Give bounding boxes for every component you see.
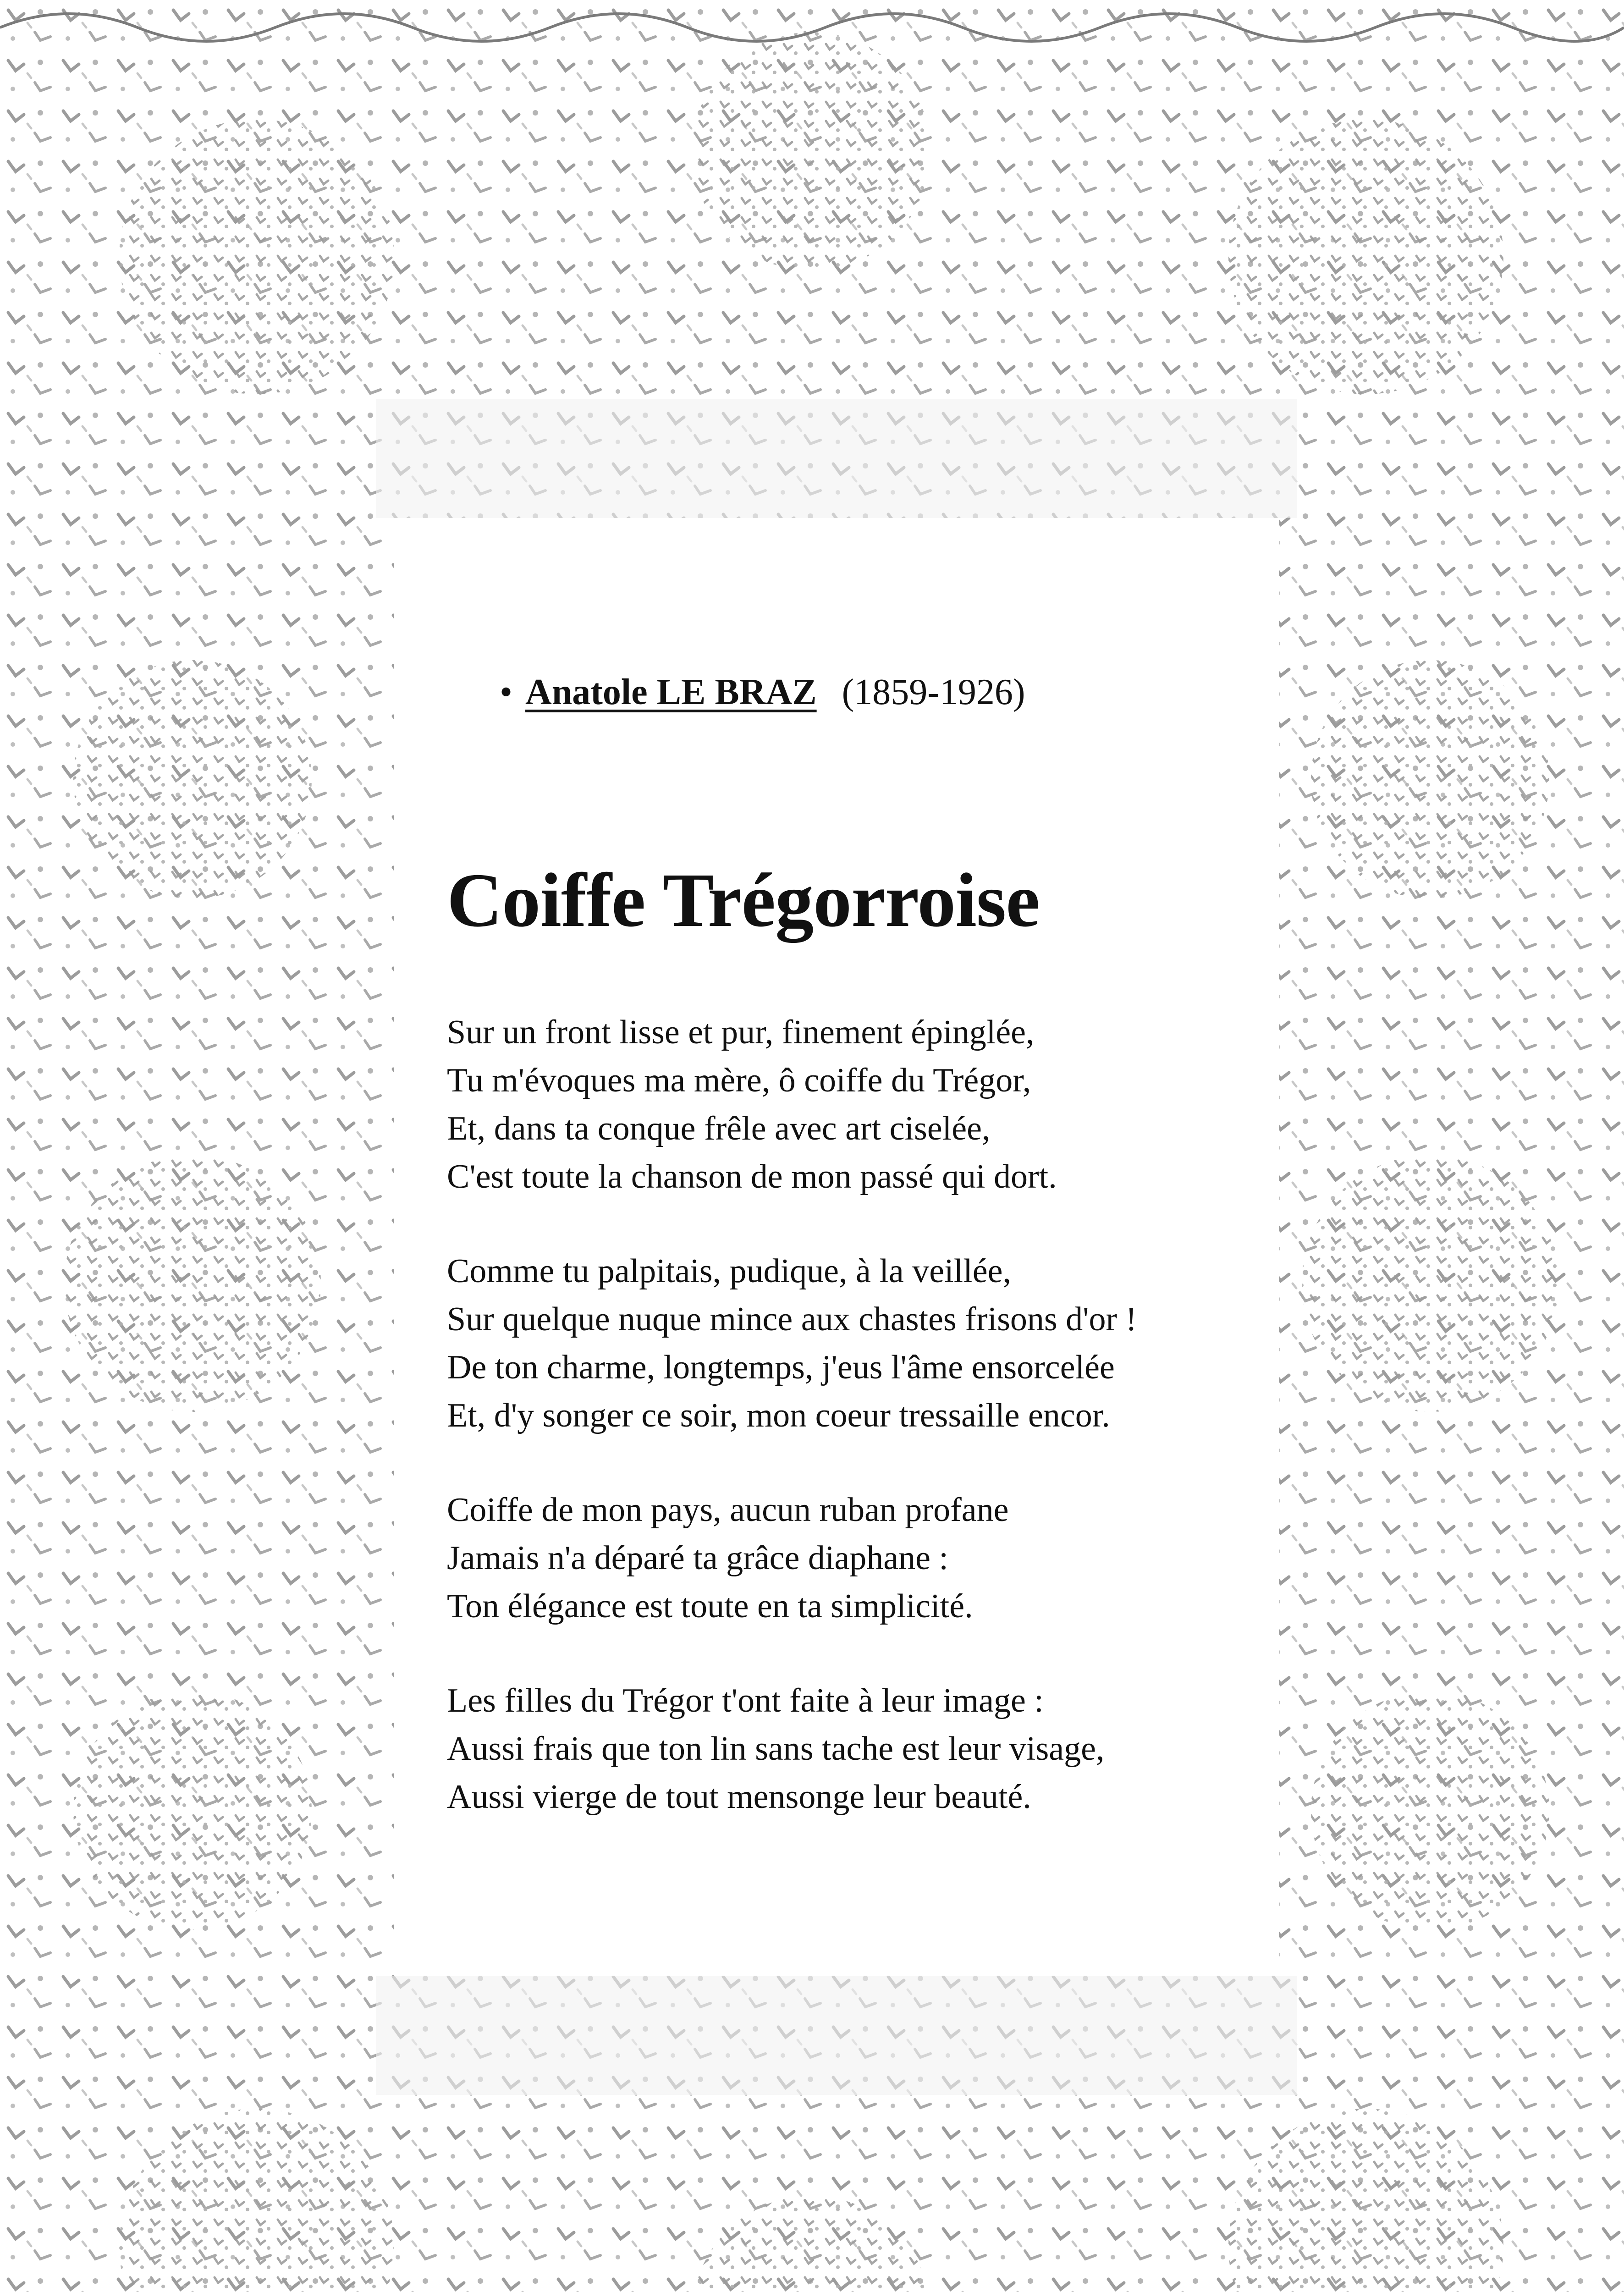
poem-title: Coiffe Trégorroise (447, 858, 1040, 943)
verse: Aussi vierge de tout mensonge leur beauté. (447, 1778, 1031, 1816)
verse: Jamais n'a déparé ta grâce diaphane : (447, 1539, 948, 1577)
stanza-2 (447, 1247, 1272, 1440)
author-dates: (1859-1926) (842, 672, 1025, 712)
verse: C'est toute la chanson de mon passé qui dort. (447, 1158, 1057, 1196)
author-line (500, 674, 1025, 711)
verse: Et, d'y songer ce soir, mon coeur tressaille encor. (447, 1397, 1110, 1434)
verse: De ton charme, longtemps, j'eus l'âme ensorcelée (447, 1349, 1115, 1386)
verse: Coiffe de mon pays, aucun ruban profane (447, 1491, 1009, 1529)
stanza-1 (447, 1008, 1272, 1201)
stanza-3 (447, 1486, 1272, 1631)
verse: Comme tu palpitais, pudique, à la veillée, (447, 1252, 1011, 1290)
poem-body (447, 1008, 1272, 1868)
verse: Sur un front lisse et pur, finement épinglée, (447, 1014, 1035, 1051)
verse: Tu m'évoques ma mère, ô coiffe du Trégor, (447, 1062, 1031, 1099)
verse: Ton élégance est toute en ta simplicité. (447, 1587, 973, 1625)
verse: Les filles du Trégor t'ont faite à leur image : (447, 1682, 1044, 1719)
verse: Aussi frais que ton lin sans tache est leur visage, (447, 1730, 1105, 1768)
verse: Sur quelque nuque mince aux chastes frisons d'or ! (447, 1300, 1137, 1338)
bullet-icon: • (500, 672, 513, 712)
verse: Et, dans ta conque frêle avec art ciselée, (447, 1110, 991, 1147)
stanza-4 (447, 1677, 1272, 1821)
author-name: Anatole LE BRAZ (525, 672, 817, 712)
